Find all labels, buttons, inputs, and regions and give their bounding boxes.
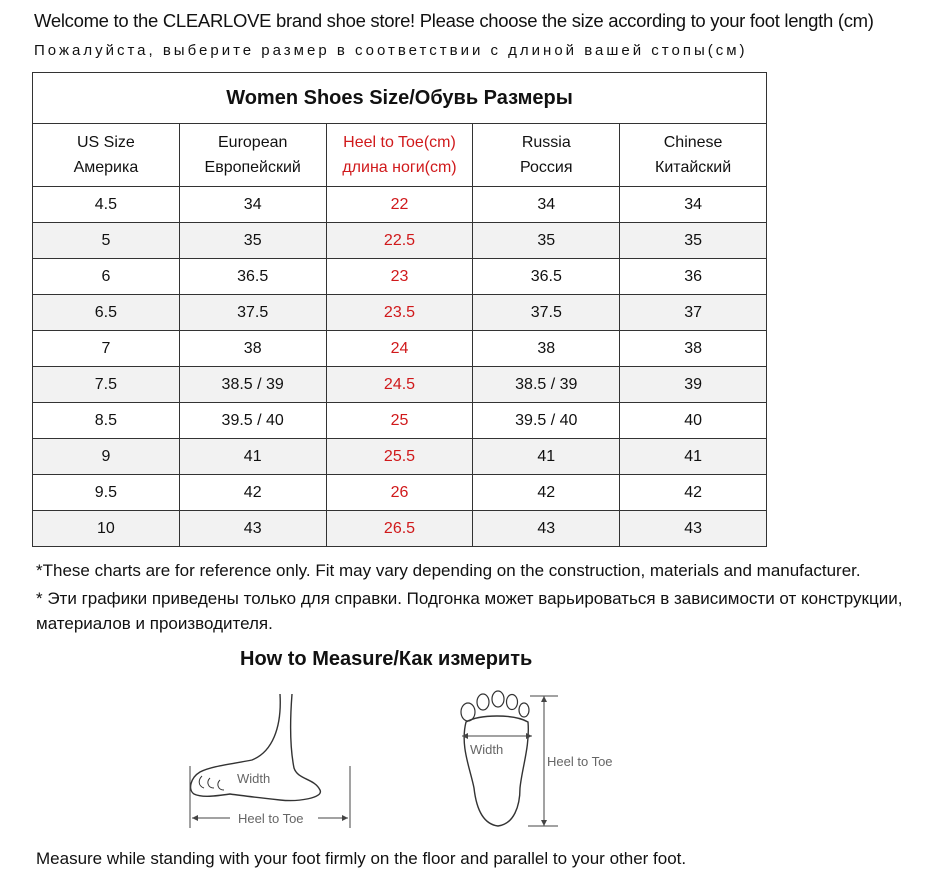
table-row [33,295,767,331]
cell-china: 39 [620,367,767,403]
col-header-russia-ru: Россия [520,159,573,176]
cell-russia: 34 [473,187,620,223]
cell-eu: 37.5 [179,295,326,331]
col-header-china-en: Chinese [663,134,723,151]
col-header-eu-en: European [218,134,288,151]
col-header-china-ru: Китайский [655,159,732,176]
cell-us: 6.5 [33,295,180,331]
cell-eu: 35 [179,223,326,259]
side-arrow-right-icon [342,815,348,821]
cell-length: 23 [326,259,473,295]
foot-top-view-diagram [448,688,633,833]
side-width-label: Width [237,771,271,786]
cell-china: 37 [620,295,767,331]
cell-eu: 38.5 / 39 [179,367,326,403]
cell-russia: 41 [473,439,620,475]
header-russian: Пожалуйста, выберите размер в соответствии с длиной вашей стопы(см) [34,42,748,59]
cell-us: 7.5 [33,367,180,403]
col-header-length [326,124,473,187]
cell-length: 25 [326,403,473,439]
table-row [33,187,767,223]
table-row [33,367,767,403]
cell-us: 9 [33,439,180,475]
toe-4 [507,695,518,710]
cell-russia: 36.5 [473,259,620,295]
cell-russia: 42 [473,475,620,511]
cell-us: 4.5 [33,187,180,223]
cell-china: 35 [620,223,767,259]
toe-2 [477,694,489,710]
table-row [33,511,767,547]
cell-eu: 43 [179,511,326,547]
cell-us: 8.5 [33,403,180,439]
cell-eu: 38 [179,331,326,367]
foot-side-toes [199,776,224,790]
col-header-length-ru: длина ноги(cm) [342,159,457,176]
cell-china: 38 [620,331,767,367]
cell-length: 26 [326,475,473,511]
cell-china: 36 [620,259,767,295]
cell-china: 34 [620,187,767,223]
col-header-eu [179,124,326,187]
table-row [33,403,767,439]
cell-us: 10 [33,511,180,547]
side-length-label: Heel to Toe [238,811,304,826]
side-arrow-left-icon [192,815,198,821]
table-row [33,259,767,295]
col-header-us-en: US Size [77,134,135,151]
top-width-arrow-right-icon [526,733,532,739]
cell-eu: 41 [179,439,326,475]
foot-side-view-diagram [180,690,360,835]
cell-length: 23.5 [326,295,473,331]
cell-eu: 36.5 [179,259,326,295]
top-length-arrow-down-icon [541,820,547,826]
toe-3 [492,691,504,707]
col-header-eu-ru: Европейский [204,159,301,176]
cell-russia: 43 [473,511,620,547]
table-row [33,439,767,475]
measure-title: How to Measure/Как измерить [240,648,533,670]
cell-russia: 37.5 [473,295,620,331]
cell-china: 40 [620,403,767,439]
cell-china: 41 [620,439,767,475]
foot-top-outline [464,716,528,826]
cell-us: 6 [33,259,180,295]
col-header-us-ru: Америка [73,159,139,176]
table-row [33,223,767,259]
top-width-label: Width [470,742,504,757]
cell-eu: 42 [179,475,326,511]
cell-russia: 38 [473,331,620,367]
cell-eu: 34 [179,187,326,223]
cell-china: 43 [620,511,767,547]
table-title: Women Shoes Size/Обувь Размеры [33,73,767,124]
top-length-label: Heel to Toe [547,754,613,769]
measure-instruction: Measure while standing with your foot firmly on the floor and parallel to your other foot. [36,849,687,868]
top-width-arrow-left-icon [462,733,468,739]
reference-note-russian: * Эти графики приведены только для справки. Подгонка может варьироваться в зависимости от конструкции, материалов и производителя. [36,589,903,633]
col-header-us [33,124,180,187]
cell-length: 26.5 [326,511,473,547]
col-header-russia [473,124,620,187]
col-header-china [620,124,767,187]
cell-china: 42 [620,475,767,511]
cell-russia: 38.5 / 39 [473,367,620,403]
col-header-russia-en: Russia [521,134,571,151]
cell-us: 7 [33,331,180,367]
top-length-arrow-up-icon [541,696,547,702]
cell-length: 22.5 [326,223,473,259]
toe-1 [461,703,475,721]
table-row [33,331,767,367]
table-title-row [33,73,767,124]
cell-us: 5 [33,223,180,259]
cell-us: 9.5 [33,475,180,511]
cell-russia: 39.5 / 40 [473,403,620,439]
header-english: Welcome to the CLEARLOVE brand shoe store! Please choose the size according to your foot length (cm) [34,10,874,31]
cell-length: 25.5 [326,439,473,475]
cell-length: 22 [326,187,473,223]
reference-note-english: *These charts are for reference only. Fit may vary depending on the construction, materials and manufacturer. [36,561,861,580]
toe-5 [519,703,529,717]
size-chart-table [32,72,767,547]
cell-length: 24 [326,331,473,367]
table-header-row [33,124,767,187]
col-header-length-en: Heel to Toe(cm) [343,134,456,151]
cell-russia: 35 [473,223,620,259]
cell-length: 24.5 [326,367,473,403]
cell-eu: 39.5 / 40 [179,403,326,439]
table-row [33,475,767,511]
